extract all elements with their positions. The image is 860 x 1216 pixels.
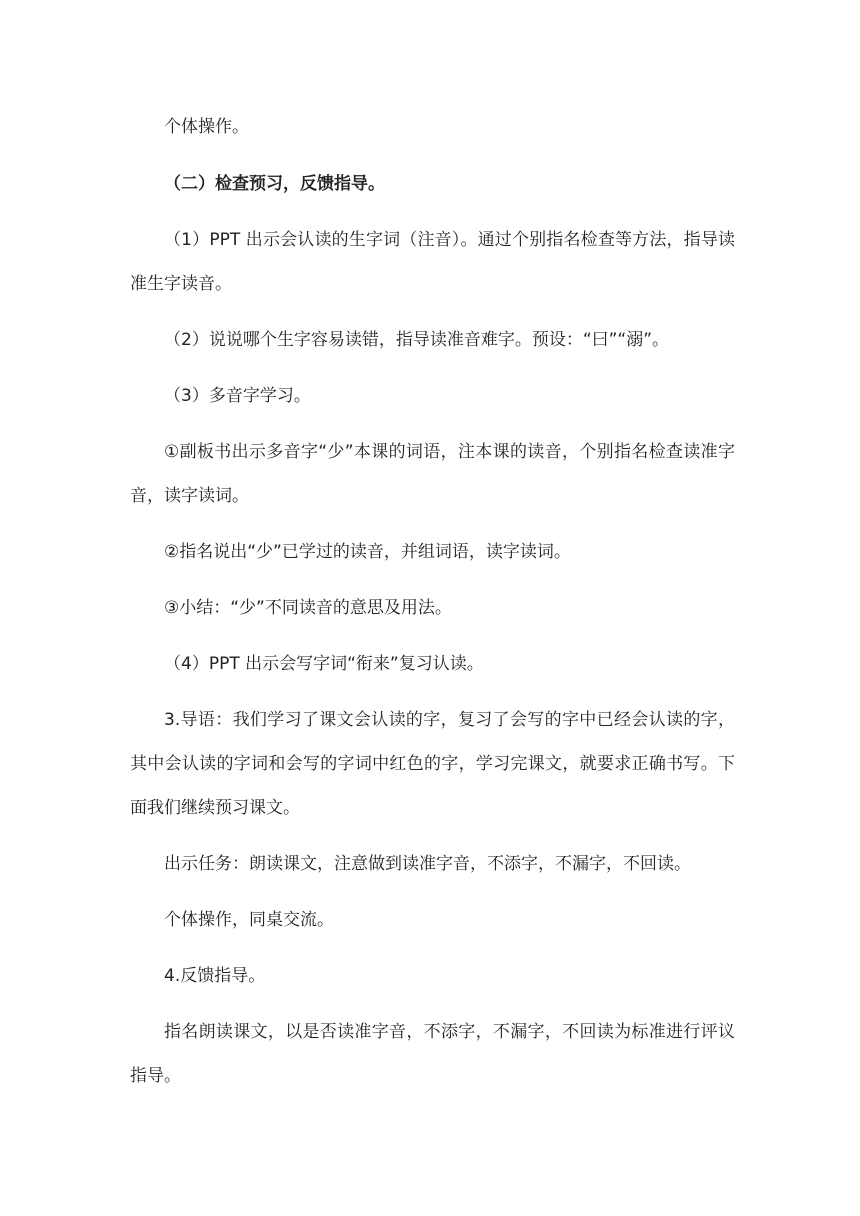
paragraph-step-3: （3）多音字学习。 bbox=[164, 386, 311, 406]
paragraph-step-4: （4）PPT 出示会写字词“衔来”复习认读。 bbox=[164, 654, 484, 674]
paragraph-feedback-heading: 4.反馈指导。 bbox=[164, 966, 266, 986]
paragraph-step-2: （2）说说哪个生字容易读错，指导读准音难字。预设：“曰”“溺”。 bbox=[164, 330, 670, 350]
paragraph-substep-1: ①副板书出示多音字“少”本课的词语，注本课的读音，个别指名检查读准字音，读字读词。 bbox=[130, 442, 735, 506]
paragraph-evaluation: 指名朗读课文，以是否读准字音，不添字，不漏字，不回读为标准进行评议指导。 bbox=[130, 1022, 735, 1086]
paragraph-step-1: （1）PPT 出示会认读的生字词（注音）。通过个别指名检查等方法，指导读准生字读音。 bbox=[130, 230, 735, 294]
section-heading-check-preview: （二）检查预习，反馈指导。 bbox=[164, 174, 385, 194]
paragraph-substep-2: ②指名说出“少”已学过的读音，并组词语，读字读词。 bbox=[164, 542, 571, 562]
paragraph-individual-operation: 个体操作。 bbox=[164, 117, 249, 137]
paragraph-introduction: 3.导语：我们学习了课文会认读的字，复习了会写的字中已经会认读的字，其中会认读的字词和会写的字词中红色的字，学习完课文，就要求正确书写。下面我们继续预习课文。 bbox=[130, 710, 735, 818]
paragraph-deskmate-exchange: 个体操作，同桌交流。 bbox=[164, 910, 334, 930]
paragraph-task: 出示任务：朗读课文，注意做到读准字音，不添字，不漏字，不回读。 bbox=[164, 854, 691, 874]
paragraph-substep-3: ③小结：“少”不同读音的意思及用法。 bbox=[164, 598, 452, 618]
